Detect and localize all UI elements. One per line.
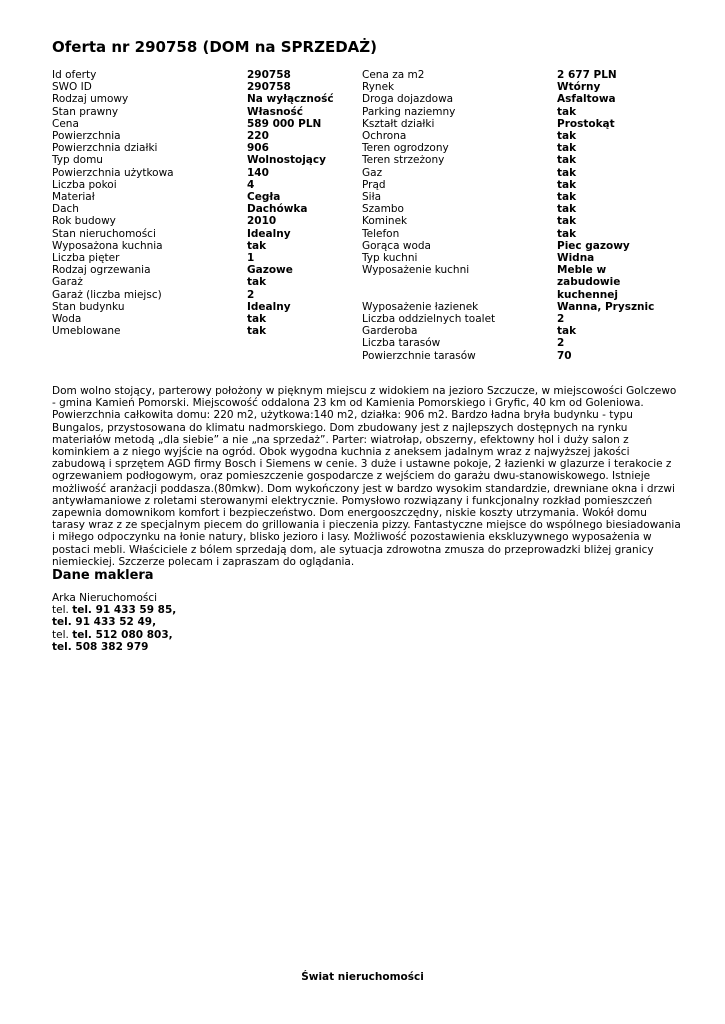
detail-row [52,301,352,313]
detail-value: 70 [557,349,572,362]
detail-value: 1 [247,252,255,265]
detail-value: 2 [247,288,255,301]
detail-label: Liczba oddzielnych toalet [362,313,496,326]
detail-label: Stan prawny [52,105,119,118]
detail-label: Siła [362,191,382,204]
detail-value: Dachówka [247,203,308,216]
detail-value: Idealny [247,300,291,313]
detail-label: Kominek [362,215,408,228]
detail-label: Powierzchnie tarasów [362,349,476,362]
detail-row [52,203,352,215]
detail-label: Powierzchnia użytkowa [52,166,174,179]
detail-label: Wyposażona kuchnia [52,239,163,252]
broker-phone-line [52,604,176,616]
detail-label: Umeblowane [52,325,121,338]
detail-row [362,350,682,362]
detail-row [362,191,682,203]
detail-value: tak [557,105,577,118]
offer-description [52,385,682,568]
detail-label: Rynek [362,81,395,94]
detail-row [52,118,352,130]
detail-label: Teren strzeżony [362,154,445,167]
detail-row [362,337,682,349]
detail-value: tak [247,239,267,252]
detail-value: Idealny [247,227,291,240]
detail-value: tak [247,313,267,326]
detail-label: Stan nieruchomości [52,227,156,240]
detail-row [362,93,682,105]
broker-company: Arka Nieruchomości [52,592,158,604]
detail-label: Szambo [362,203,404,216]
phone-prefix: tel. [52,628,69,641]
detail-label: SWO ID [52,81,92,94]
detail-row [52,252,352,264]
footer-brand: Świat nieruchomości [301,971,424,983]
detail-label: Garaż (liczba miejsc) [52,288,162,301]
detail-label: Stan budynku [52,300,125,313]
detail-value: tak [247,276,267,289]
detail-label: Cena za m2 [362,69,425,81]
detail-row [362,167,682,179]
broker-info [52,592,176,653]
phone-prefix: tel. [52,604,69,617]
detail-row [52,69,352,81]
detail-value: 2 [557,313,565,326]
detail-row [362,252,682,264]
description-paragraph: Dom wolno stojący, parterowy położony w pięknym miejscu z widokiem na jezioro Szczucze, w miejscowości Golczewo - gmina Kamień Pomorski. Miejscowość oddalona 23 km od Kamienia Pomorskiego i Gryfic, 40 km od Goleniowa. [52,385,677,410]
detail-row [362,154,682,166]
detail-value: tak [557,178,577,191]
detail-row [52,240,352,252]
detail-value: tak [557,227,577,240]
detail-row [52,215,352,227]
phone-number: tel. 512 080 803, [72,628,173,641]
detail-label: Typ domu [52,154,103,167]
phone-number: tel. 508 382 979 [52,640,149,653]
details-right-column [362,69,682,362]
detail-row [362,215,682,227]
detail-row [52,142,352,154]
detail-label: Powierzchnia [52,130,121,143]
detail-value: tak [557,154,577,167]
detail-value: 906 [247,142,269,155]
detail-value: Wolnostojący [247,154,326,167]
detail-value: 290758 [247,69,291,81]
detail-label: Dach [52,203,79,216]
phone-number: tel. 91 433 52 49, [52,616,157,629]
detail-row [52,289,352,301]
detail-row [52,325,352,337]
detail-label: Telefon [362,227,400,240]
detail-label: Liczba pięter [52,252,120,265]
detail-value: tak [557,203,577,216]
detail-row [362,69,682,81]
detail-value: 2 677 PLN [557,69,617,81]
detail-row [52,106,352,118]
detail-label: Teren ogrodzony [362,142,449,155]
detail-value: 2 [557,337,565,350]
detail-value: Gazowe [247,264,293,277]
detail-label: Parking naziemny [362,105,456,118]
detail-value: 140 [247,166,269,179]
detail-value: tak [247,325,267,338]
detail-value: 589 000 PLN [247,117,322,130]
detail-row [52,81,352,93]
detail-label: Rok budowy [52,215,116,228]
detail-label: Kształt działki [362,117,435,130]
detail-value: tak [557,191,577,204]
detail-label: Wyposażenie łazienek [362,300,479,313]
detail-value: Piec gazowy [557,239,630,252]
broker-heading: Dane maklera [52,568,154,583]
detail-value: Cegła [247,191,281,204]
detail-label: Garderoba [362,325,418,338]
detail-label: Droga dojazdowa [362,93,454,106]
detail-label: Woda [52,313,82,326]
detail-row [52,228,352,240]
detail-value: tak [557,130,577,143]
detail-value: Prostokąt [557,117,615,130]
detail-label: Materiał [52,191,95,204]
detail-row [362,203,682,215]
broker-phone-line [52,616,176,628]
detail-row [52,313,352,325]
detail-value: Na wyłączność [247,93,334,106]
detail-row [52,130,352,142]
details-left-column [52,69,352,337]
detail-label: Ochrona [362,130,407,143]
detail-label: Powierzchnia działki [52,142,158,155]
detail-value: Wtórny [557,81,601,94]
detail-value: 290758 [247,81,291,94]
detail-row [362,106,682,118]
detail-row [362,130,682,142]
description-paragraph: Powierzchnia całkowita domu: 220 m2, użytkowa:140 m2, działka: 906 m2. Bardzo ładna bryła budynku - typu Bungalos, przystosowana do klimatu nadmorskiego. Dom zbudowany jest z najlepszych dostępnych na rynku materiałów metodą „dla siebie” a nie „na sprzedaż”. Parter: wiatrołap, obszerny, efektowny hol i duży salon z kominkiem a z niego wyjście na ogród. Obok wygodna kuchnia z aneksem jadalnym wraz z najwyższej jakości zabudową i sprzętem AGD firmy Bosch i Siemens w cenie. 3 duże i ustawne pokoje, 2 łazienki w glazurze i terakocie z ogrzewaniem podłogowym, oraz pomieszczenie gospodarcze z wejściem do garażu dwu-stanowiskowego. Istnieje możliwość aranżacji poddasza.(80mkw). Dom wykończony jest w bardzo wysokim standardzie, drewniane okna i drzwi antywłamaniowe z roletami sterowanymi elektrycznie. Pomysłowo rozwiązany i funkcjonalny rozkład pomieszczeń zapewnia domownikom komfort i bezpieczeństwo. Dom energooszczędny, niskie koszty utrzymania. Wokół domu tarasy wraz z ze specjalnym piecem do grillowania i pieczenia pizzy. Fantastyczne miejsce do wspólnego biesiadowania i miłego odpoczynku na łonie natury, blisko jezioro i lasy. Możliwość pozostawienia ekskluzywnego wyposażenia w postaci mebli. Właściciele z bólem sprzedają dom, ale sytuacja zdrowotna zmusza do przeprowadzki bliżej granicy niemieckiej. Szczerze polecam i zapraszam do oglądania. [52,409,681,568]
detail-value: 4 [247,178,255,191]
offer-title: Oferta nr 290758 (DOM na SPRZEDAŻ) [52,38,377,56]
detail-label: Liczba tarasów [362,337,441,350]
detail-label: Rodzaj umowy [52,93,129,106]
detail-row [362,313,682,325]
detail-value: Własność [247,105,303,118]
detail-value: tak [557,325,577,338]
detail-value: tak [557,142,577,155]
detail-row [52,179,352,191]
detail-row [362,142,682,154]
detail-value: tak [557,166,577,179]
detail-value: Asfaltowa [557,93,616,106]
detail-value: 2010 [247,215,277,228]
detail-row [362,81,682,93]
detail-label: Prąd [362,178,386,191]
broker-phone-line [52,629,176,641]
detail-row [362,179,682,191]
detail-row [52,93,352,105]
detail-value: Widna [557,252,595,265]
detail-label: Garaż [52,276,83,289]
detail-row [362,228,682,240]
broker-phone-line [52,641,176,653]
detail-label: Id oferty [52,69,97,81]
detail-value: tak [557,215,577,228]
detail-row [52,276,352,288]
detail-row [362,264,682,301]
detail-row [362,325,682,337]
detail-row [362,301,682,313]
detail-row [362,240,682,252]
detail-label: Cena [52,117,79,130]
detail-label: Typ kuchni [362,252,418,265]
detail-label: Gorąca woda [362,239,431,252]
detail-value: Wanna, Prysznic [557,300,655,313]
detail-row [52,264,352,276]
phone-number: tel. 91 433 59 85, [72,604,177,617]
detail-label: Gaz [362,166,383,179]
detail-row [52,167,352,179]
detail-row [362,118,682,130]
detail-label: Wyposażenie kuchni [362,264,470,277]
detail-value: Meble w zabudowie kuchennej [557,264,621,301]
detail-label: Liczba pokoi [52,178,117,191]
detail-row [52,191,352,203]
detail-value: 220 [247,130,269,143]
detail-row [52,154,352,166]
detail-label: Rodzaj ogrzewania [52,264,151,277]
